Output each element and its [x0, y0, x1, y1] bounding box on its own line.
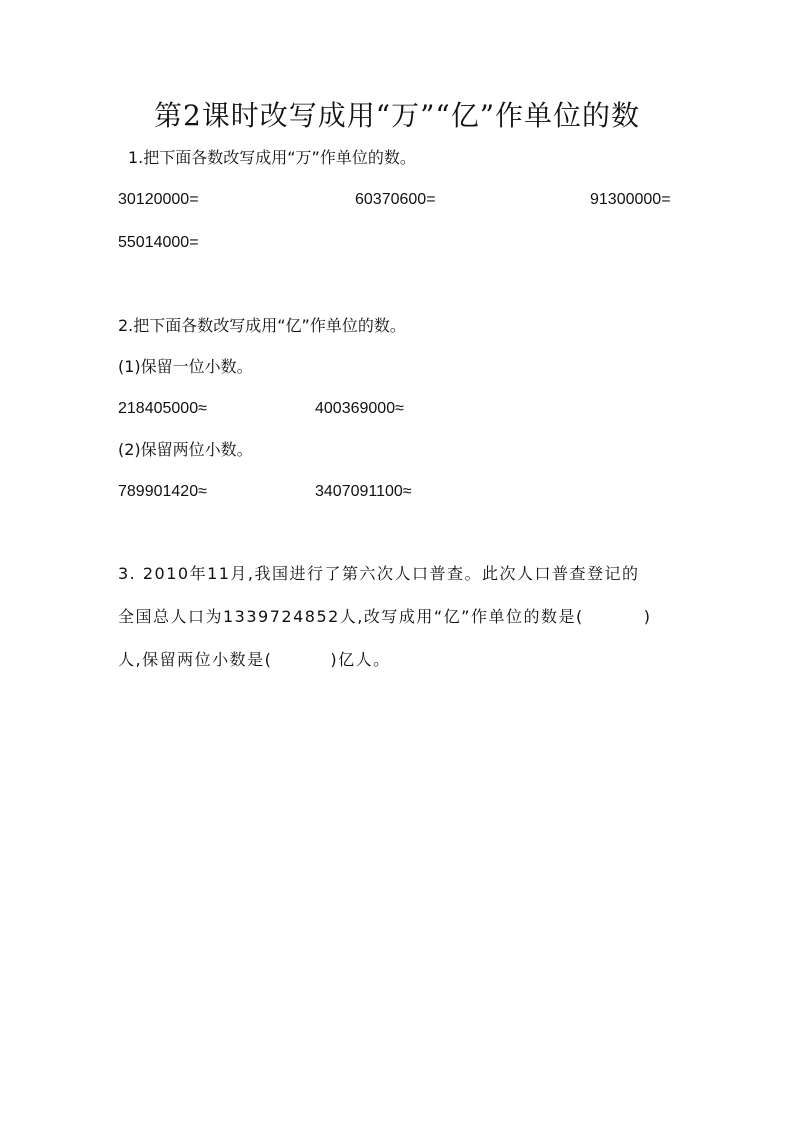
question-2-item-1: 218405000≈	[118, 400, 207, 417]
question-1-heading: 1.把下面各数改写成用“万”作单位的数。	[128, 148, 416, 167]
question-3-line-2-text: 全国总人口为1339724852人,改写成用“亿”作单位的数是(	[118, 607, 584, 626]
question-2-item-3: 789901420≈	[118, 483, 207, 500]
page-title: 第2课时改写成用“万”“亿”作单位的数	[153, 99, 641, 132]
question-2-heading: 2.把下面各数改写成用“亿”作单位的数。	[118, 316, 406, 335]
question-3-line-1: 3. 2010年11月,我国进行了第六次人口普查。此次人口普查登记的	[118, 564, 640, 583]
question-1-item-1: 30120000=	[118, 191, 199, 208]
question-1-item-2: 60370600=	[355, 191, 436, 208]
question-2-subheading-2: (2)保留两位小数。	[118, 440, 253, 459]
question-1-item-4: 55014000=	[118, 234, 199, 251]
question-3-line-2-close: )	[643, 607, 652, 626]
question-1-item-3: 91300000=	[590, 191, 671, 208]
question-3-line-2	[118, 605, 651, 629]
question-3-line-3	[118, 648, 391, 672]
question-3-line-3-close: )亿人。	[330, 650, 391, 669]
question-3-line-3-text: 人,保留两位小数是(	[118, 650, 273, 669]
question-2-subheading-1: (1)保留一位小数。	[118, 357, 253, 376]
question-2-item-2: 400369000≈	[315, 400, 404, 417]
question-2-item-4: 3407091100≈	[315, 483, 412, 500]
